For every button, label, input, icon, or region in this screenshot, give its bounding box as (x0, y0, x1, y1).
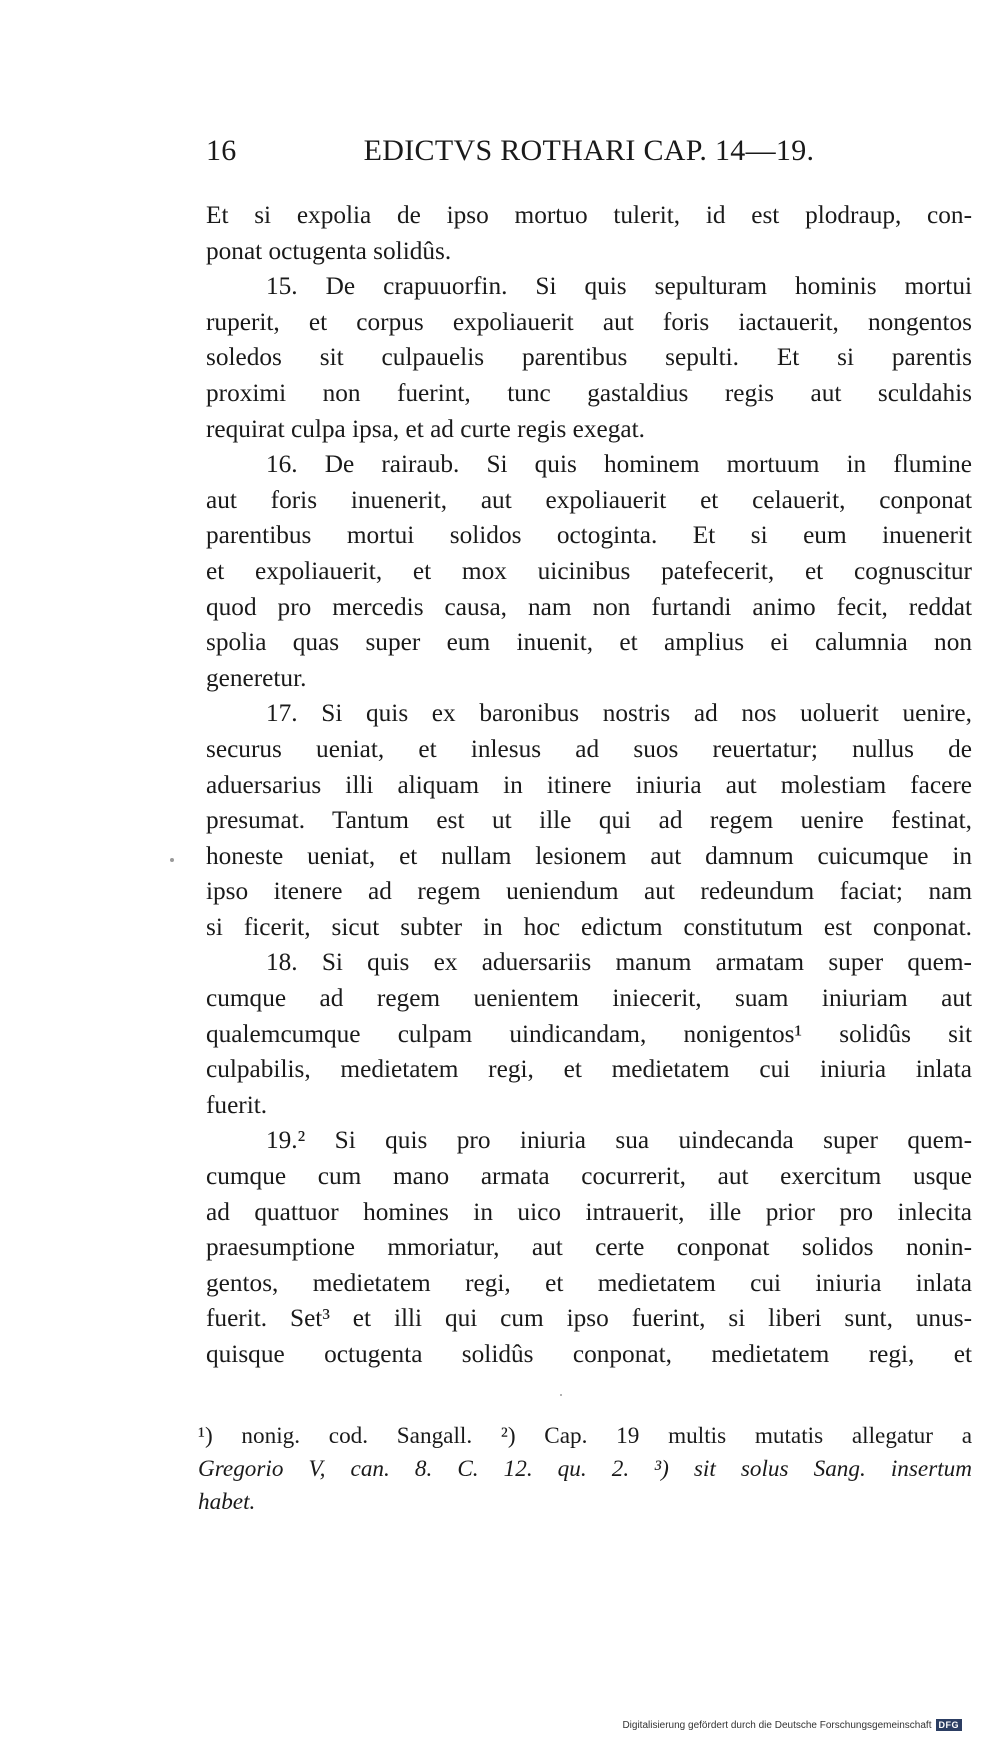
text-line: securus ueniat, et inlesus ad suos reuertatur; nullus de (206, 734, 972, 763)
text-line: fuerit. Set³ et illi qui cum ipso fuerint, si liberi sunt, unus- (206, 1304, 972, 1333)
text-line: generetur. (206, 663, 307, 692)
text-line: parentibus mortui solidos octoginta. Et si eum inuenerit (206, 521, 972, 550)
text-line: 15. De crapuuorfin. Si quis sepulturam hominis mortui (266, 272, 972, 301)
footnote-line: habet. (198, 1489, 256, 1515)
text-line: cumque ad regem uenientem iniecerit, suam iniuriam aut (206, 984, 972, 1013)
text-line: culpabilis, medietatem regi, et medietatem cui iniuria inlata (206, 1055, 972, 1084)
dfg-logo: DFG (936, 1719, 963, 1731)
text-line: ad quattuor homines in uico intrauerit, ille prior pro inlecita (206, 1197, 972, 1226)
digitization-note: Digitalisierung gefördert durch die Deutsche Forschungsgemeinschaft (622, 1719, 932, 1731)
text-line: 18. Si quis ex aduersariis manum armatam super quem- (266, 948, 972, 977)
text-line: fuerit. (206, 1090, 268, 1119)
text-line: 17. Si quis ex baronibus nostris ad nos uoluerit uenire, (266, 699, 972, 728)
footnote-line: Gregorio V, can. 8. C. 12. qu. 2. ³) sit solus Sang. insertum (198, 1456, 972, 1482)
text-line: ponat octugenta solidûs. (206, 236, 452, 265)
text-line: ruperit, et corpus expoliauerit aut foris iactauerit, nongentos (206, 307, 972, 336)
text-line: 19.² Si quis pro iniuria sua uindecanda super quem- (266, 1126, 972, 1155)
text-line: requirat culpa ipsa, et ad curte regis exegat. (206, 414, 645, 443)
text-line: quod pro mercedis causa, nam non furtandi animo fecit, reddat (206, 592, 972, 621)
scan-speck (170, 858, 174, 862)
text-line: Et si expolia de ipso mortuo tulerit, id est plodraup, con- (206, 201, 972, 229)
text-line: qualemcumque culpam uindicandam, nonigentos¹ solidûs sit (206, 1019, 972, 1048)
text-line: si ficerit, sicut subter in hoc edictum constitutum est conponat. (206, 912, 972, 941)
text-line: aut foris inuenerit, aut expoliauerit et celauerit, conponat (206, 485, 972, 514)
text-line: proximi non fuerint, tunc gastaldius regis aut sculdahis (206, 378, 972, 407)
main-text (206, 198, 972, 1373)
footnotes (198, 1420, 972, 1519)
text-line: honeste ueniat, et nullam lesionem aut damnum cuicumque in (206, 841, 972, 870)
text-line: presumat. Tantum est ut ille qui ad regem uenire festinat, (206, 806, 972, 835)
text-line: ipso itenere ad regem ueniendum aut redeundum faciat; nam (206, 877, 972, 906)
text-line: et expoliauerit, et mox uicinibus patefecerit, et cognuscitur (206, 556, 972, 585)
text-line: cumque cum mano armata cocurrerit, aut exercitum usque (206, 1162, 972, 1191)
text-line: aduersarius illi aliquam in itinere iniuria aut molestiam facere (206, 770, 972, 799)
footnote-line: ¹) nonig. cod. Sangall. ²) Cap. 19 multis mutatis allegatur a (198, 1423, 972, 1449)
text-line: gentos, medietatem regi, et medietatem cui iniuria inlata (206, 1268, 972, 1297)
text-line: praesumptione mmoriatur, aut certe conponat solidos nonin- (206, 1233, 972, 1262)
digitization-credit (622, 1719, 962, 1731)
running-title: EDICTVS ROTHARI CAP. 14—19. (363, 134, 815, 167)
text-line: spolia quas super eum inuenit, et amplius ei calumnia non (206, 628, 972, 657)
scan-speck (560, 1394, 562, 1396)
page-number: 16 (206, 134, 237, 167)
text-line: 16. De rairaub. Si quis hominem mortuum in flumine (266, 450, 972, 479)
text-line: quisque octugenta solidûs conponat, medietatem regi, et (206, 1340, 972, 1368)
text-line: soledos sit culpauelis parentibus sepulti. Et si parentis (206, 343, 972, 372)
